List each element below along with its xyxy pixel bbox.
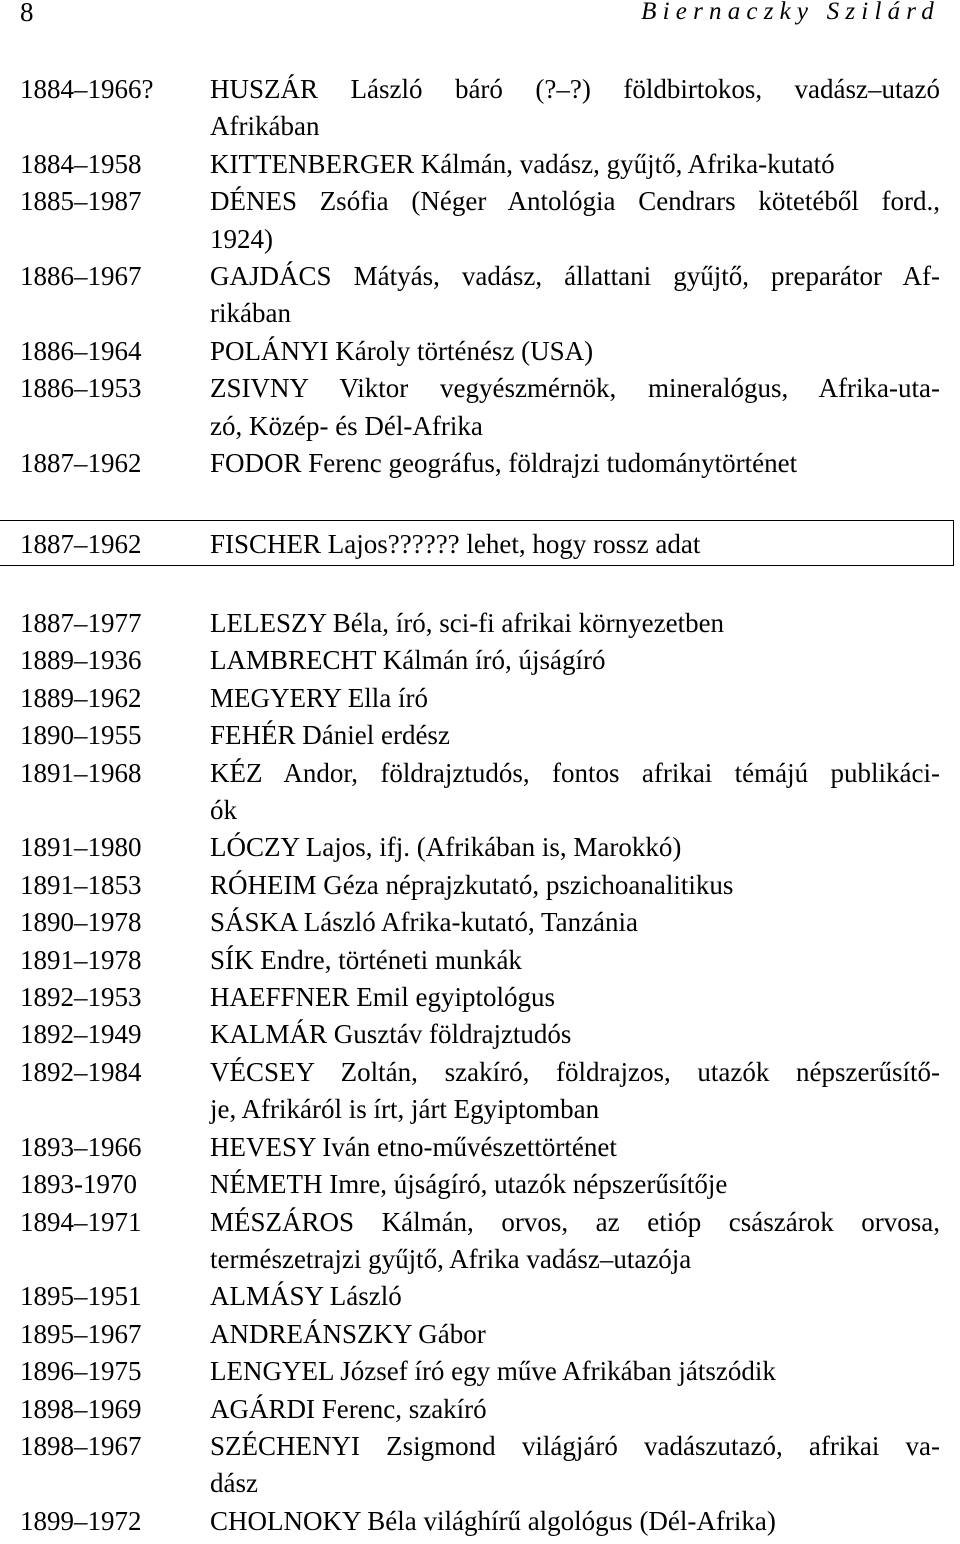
entry-row xyxy=(20,1428,940,1503)
entry-row xyxy=(20,333,940,370)
entry-row xyxy=(20,829,940,866)
entry-description xyxy=(210,755,940,830)
entry-row xyxy=(20,942,940,979)
entry-row xyxy=(20,1204,940,1279)
entry-description-line: HUSZÁR László báró (?–?) földbirtokos, vadász–utazó xyxy=(210,74,940,104)
entry-row xyxy=(20,605,940,642)
entry-years: 1895–1951 xyxy=(20,1281,142,1312)
entry-row xyxy=(20,717,940,754)
entry-row xyxy=(20,1278,940,1315)
entry-description: LÓCZY Lajos, ifj. (Afrikában is, Marokkó) xyxy=(210,832,682,863)
entry-list-bottom xyxy=(20,605,940,1540)
entry-years: 1887–1962 xyxy=(20,529,142,559)
entry-row xyxy=(20,1503,940,1540)
entry-years: 1887–1977 xyxy=(20,608,142,638)
entry-description-line: ZSIVNY Viktor vegyészmérnök, mineralógus, Afrika-uta- xyxy=(210,373,940,404)
entry-list-top xyxy=(20,71,940,482)
entry-description xyxy=(210,1054,940,1129)
entry-description xyxy=(210,1204,940,1279)
entry-years: 1891–1980 xyxy=(20,832,142,863)
entry-row xyxy=(20,526,940,563)
entry-years: 1892–1949 xyxy=(20,1019,142,1050)
entry-description-line: zó, Közép- és Dél-Afrika xyxy=(210,410,483,441)
entry-years: 1896–1975 xyxy=(20,1356,142,1387)
entry-description: NÉMETH Imre, újságíró, utazók népszerűsítője xyxy=(210,1169,728,1200)
entry-row xyxy=(20,445,940,482)
entry-years: 1893-1970 xyxy=(20,1169,137,1200)
entry-row xyxy=(20,642,940,679)
entry-years: 1890–1978 xyxy=(20,907,142,938)
entry-description: LENGYEL József író egy műve Afrikában játszódik xyxy=(210,1356,776,1387)
entry-row xyxy=(20,1129,940,1166)
entry-description: FODOR Ferenc geográfus, földrajzi tudománytörténet xyxy=(210,448,798,479)
entry-years: 1891–1853 xyxy=(20,869,142,900)
entry-description: SÁSKA László Afrika-kutató, Tanzánia xyxy=(210,907,639,938)
entry-years: 1893–1966 xyxy=(20,1131,142,1162)
entry-description xyxy=(210,183,940,258)
entry-years: 1891–1968 xyxy=(20,757,142,788)
entry-description: SÍK Endre, történeti munkák xyxy=(210,944,522,975)
entry-row xyxy=(20,71,940,146)
entry-description xyxy=(210,1428,940,1503)
entry-description-line: SZÉCHENYI Zsigmond világjáró vadászutazó, afrikai va- xyxy=(210,1430,940,1461)
entry-description-line: MÉSZÁROS Kálmán, orvos, az etióp császárok orvosa, xyxy=(210,1206,940,1237)
entry-description-line: je, Afrikáról is írt, járt Egyiptomban xyxy=(210,1094,600,1125)
running-head: Biernaczky Szilárd xyxy=(641,0,940,25)
entry-years: 1887–1962 xyxy=(20,448,142,479)
entry-years: 1889–1962 xyxy=(20,682,142,713)
entry-description-line: DÉNES Zsófia (Néger Antológia Cendrars kötetéből ford., xyxy=(210,186,940,217)
entry-row xyxy=(20,904,940,941)
entry-row xyxy=(20,755,940,830)
entry-years: 1884–1966? xyxy=(20,74,154,104)
entry-description: MEGYERY Ella író xyxy=(210,682,428,713)
entry-description: HAEFFNER Emil egyiptológus xyxy=(210,982,556,1013)
entry-description: CHOLNOKY Béla világhírű algológus (Dél-Afrika) xyxy=(210,1505,776,1536)
entry-row xyxy=(20,183,940,258)
entry-description: ANDREÁNSZKY Gábor xyxy=(210,1318,486,1349)
entry-row xyxy=(20,1316,940,1353)
entry-description-line: rikában xyxy=(210,298,291,329)
entry-row xyxy=(20,979,940,1016)
entry-years: 1899–1972 xyxy=(20,1505,142,1536)
entry-description: KALMÁR Gusztáv földrajztudós xyxy=(210,1019,572,1050)
entry-description-line: természetrajzi gyűjtő, Afrika vadász–utazója xyxy=(210,1243,692,1274)
entry-description-line: GAJDÁCS Mátyás, vadász, állattani gyűjtő, preparátor Af- xyxy=(210,261,940,292)
entry-description: FEHÉR Dániel erdész xyxy=(210,720,450,751)
entry-description: AGÁRDI Ferenc, szakíró xyxy=(210,1393,487,1424)
entry-description: LAMBRECHT Kálmán író, újságíró xyxy=(210,645,606,676)
entry-years: 1884–1958 xyxy=(20,148,142,179)
entry-description: POLÁNYI Károly történész (USA) xyxy=(210,335,594,366)
entry-years: 1886–1964 xyxy=(20,335,142,366)
entry-years: 1895–1967 xyxy=(20,1318,142,1349)
entry-description-line: Afrikában xyxy=(210,111,320,142)
entry-description: FISCHER Lajos?????? lehet, hogy rossz adat xyxy=(210,529,701,559)
entry-description-line: ók xyxy=(210,795,237,826)
entry-years: 1886–1953 xyxy=(20,373,142,404)
entry-row xyxy=(20,680,940,717)
entry-years: 1885–1987 xyxy=(20,186,142,217)
entry-description: KITTENBERGER Kálmán, vadász, gyűjtő, Afrika-kutató xyxy=(210,148,835,179)
entry-description: ALMÁSY László xyxy=(210,1281,402,1312)
highlighted-entry-box xyxy=(0,520,954,566)
entry-description-line: VÉCSEY Zoltán, szakíró, földrajzos, utazók népszerűsítő- xyxy=(210,1056,940,1087)
entry-description-line: 1924) xyxy=(210,223,273,254)
entry-row xyxy=(20,867,940,904)
page-header xyxy=(0,0,960,28)
entry-row xyxy=(20,1353,940,1390)
entry-years: 1890–1955 xyxy=(20,720,142,751)
entry-description xyxy=(210,370,940,445)
entry-description: HEVESY Iván etno-művészettörténet xyxy=(210,1131,617,1162)
entry-description xyxy=(210,71,940,146)
entry-years: 1889–1936 xyxy=(20,645,142,676)
entry-row xyxy=(20,1016,940,1053)
entry-row xyxy=(20,1166,940,1203)
entry-description-line: KÉZ Andor, földrajztudós, fontos afrikai témájú publikáci- xyxy=(210,757,940,788)
entry-description xyxy=(210,258,940,333)
entry-years: 1898–1969 xyxy=(20,1393,142,1424)
entry-row xyxy=(20,146,940,183)
entry-row xyxy=(20,1391,940,1428)
entry-years: 1894–1971 xyxy=(20,1206,142,1237)
page-number: 8 xyxy=(20,0,34,27)
entry-description: LELESZY Béla, író, sci-fi afrikai környezetben xyxy=(210,608,725,638)
entry-years: 1892–1984 xyxy=(20,1056,142,1087)
entry-description-line: dász xyxy=(210,1468,258,1499)
entry-years: 1892–1953 xyxy=(20,982,142,1013)
entry-row xyxy=(20,370,940,445)
entry-row xyxy=(20,1054,940,1129)
entry-years: 1891–1978 xyxy=(20,944,142,975)
entry-row xyxy=(20,258,940,333)
entry-description: RÓHEIM Géza néprajzkutató, pszichoanalitikus xyxy=(210,869,734,900)
entry-years: 1886–1967 xyxy=(20,261,142,292)
entry-years: 1898–1967 xyxy=(20,1430,142,1461)
